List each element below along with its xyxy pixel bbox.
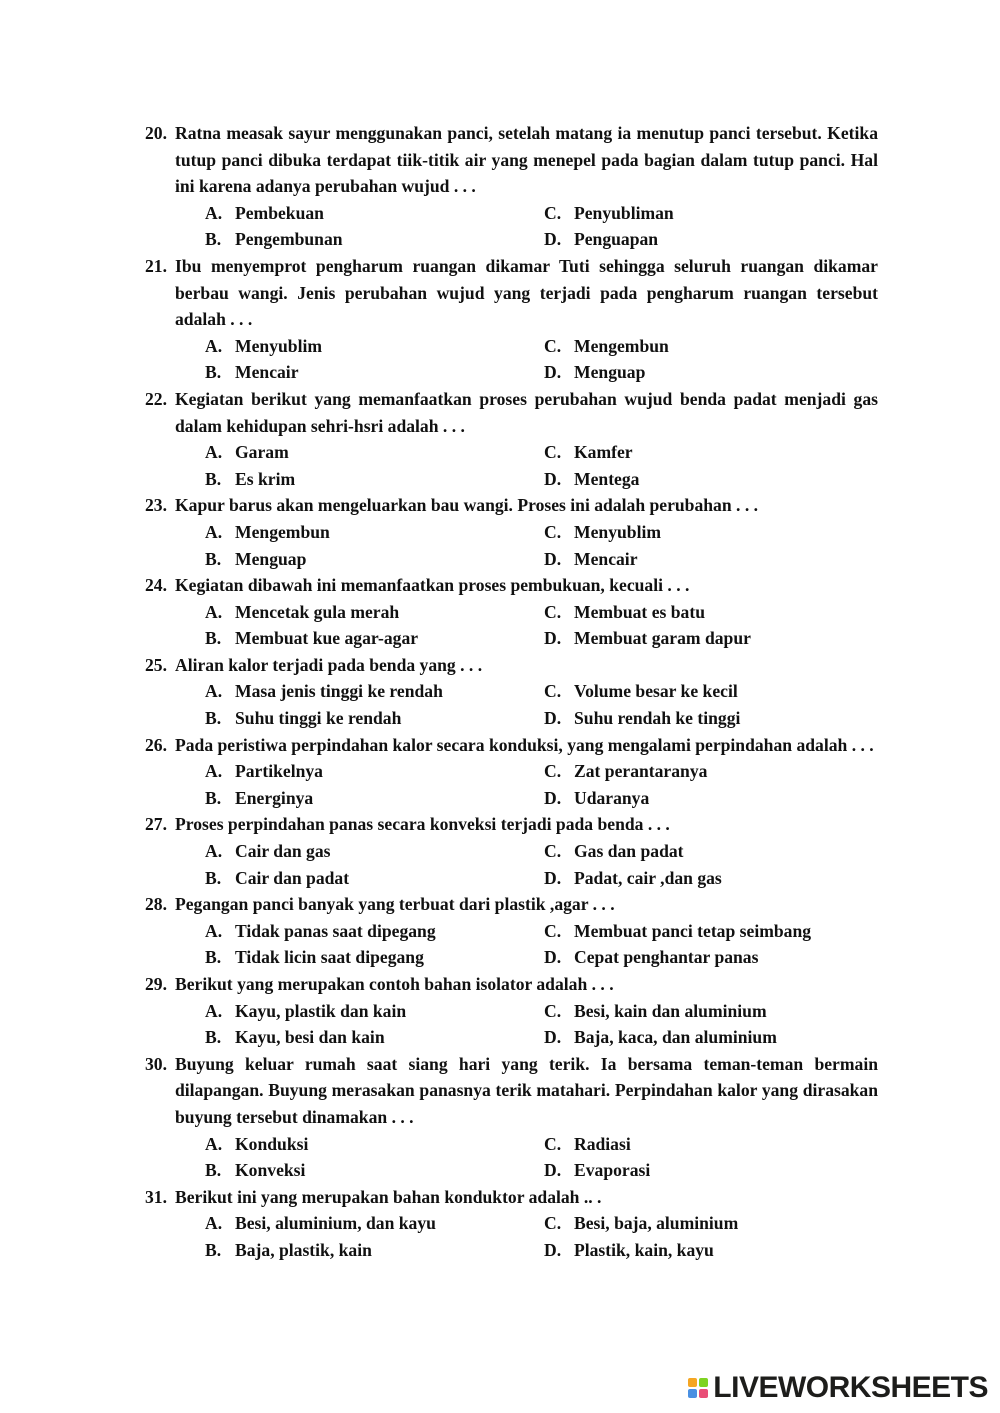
option-text: Zat perantaranya — [574, 761, 708, 782]
option-letter: A. — [205, 1000, 223, 1021]
answer-option[interactable] — [205, 1157, 544, 1184]
answer-option[interactable] — [544, 359, 878, 386]
option-letter: A. — [205, 601, 223, 622]
option-text: Udaranya — [574, 787, 650, 808]
question-number: 20. — [145, 123, 167, 143]
option-text: Tidak licin saat dipegang — [235, 947, 424, 968]
question-block — [145, 891, 878, 971]
option-text: Pengembunan — [235, 229, 343, 250]
answer-option[interactable] — [544, 838, 878, 865]
question-row — [145, 1051, 878, 1131]
question-text: Berikut yang merupakan contoh bahan isolator adalah . . . — [175, 974, 614, 994]
option-text: Partikelnya — [235, 761, 323, 782]
option-text: Radiasi — [574, 1133, 631, 1154]
answer-option[interactable] — [544, 1237, 878, 1264]
answer-option[interactable] — [205, 1210, 544, 1237]
option-letter: B. — [205, 1160, 222, 1181]
option-letter: C. — [544, 335, 562, 356]
option-text: Menguap — [235, 548, 307, 569]
option-letter: B. — [205, 548, 222, 569]
answer-option[interactable] — [205, 865, 544, 892]
option-text: Konveksi — [235, 1160, 306, 1181]
option-letter: A. — [205, 841, 223, 862]
answer-option[interactable] — [205, 1131, 544, 1158]
question-text: Kegiatan dibawah ini memanfaatkan proses pembukuan, kecuali . . . — [175, 575, 690, 596]
option-letter: A. — [205, 920, 223, 941]
option-letter: C. — [544, 1213, 562, 1234]
answer-option[interactable] — [205, 546, 544, 573]
answer-option[interactable] — [544, 466, 878, 493]
answer-option[interactable] — [205, 678, 544, 705]
option-text: Cair dan padat — [235, 867, 350, 888]
option-text: Mencair — [574, 548, 638, 569]
option-letter: C. — [544, 442, 562, 463]
answer-options — [205, 200, 878, 253]
question-row — [145, 386, 878, 439]
question-block — [145, 386, 878, 492]
question-number: 25. — [145, 654, 167, 675]
answer-option[interactable] — [205, 998, 544, 1025]
option-letter: D. — [544, 708, 562, 729]
option-letter: C. — [544, 761, 562, 782]
option-letter: B. — [205, 468, 222, 489]
answer-option[interactable] — [205, 519, 544, 546]
logo-cell — [688, 1378, 697, 1387]
option-text: Mengembun — [574, 335, 669, 356]
option-text: Mentega — [574, 468, 640, 489]
answer-option[interactable] — [205, 1237, 544, 1264]
answer-option[interactable] — [205, 944, 544, 971]
question-text: Ibu menyemprot pengharum ruangan dikamar Tuti sehingga seluruh ruangan dikamar berbau wangi. Jenis perubahan wujud yang terjadi pada pengharum ruangan tersebut adalah . . . — [175, 255, 878, 330]
option-text: Membuat panci tetap seimbang — [574, 920, 812, 941]
answer-option[interactable] — [205, 226, 544, 253]
answer-options — [205, 678, 878, 731]
answer-option[interactable] — [205, 439, 544, 466]
option-letter: A. — [205, 442, 223, 463]
option-letter: B. — [205, 362, 222, 383]
answer-options — [205, 758, 878, 811]
option-text: Padat, cair ,dan gas — [574, 867, 722, 888]
option-letter: A. — [205, 202, 223, 223]
option-letter: D. — [544, 947, 562, 968]
option-text: Garam — [235, 442, 289, 463]
question-number: 29. — [145, 974, 167, 994]
option-text: Gas dan padat — [574, 841, 684, 862]
question-text: Ratna measak sayur menggunakan panci, setelah matang ia menutup panci tersebut. Ketika tutup panci dibuka terdapat tiik-titik air yang menepel pada bagian dalam tutup panci. Hal ini karena adanya perubahan wujud . . . — [175, 123, 878, 197]
question-number: 31. — [145, 1186, 167, 1207]
question-row — [145, 652, 878, 679]
answer-option[interactable] — [544, 785, 878, 812]
question-text: Kegiatan berikut yang memanfaatkan proses perubahan wujud benda padat menjadi gas dalam kehidupan sehri-hsri adalah . . . — [175, 388, 878, 436]
option-text: Plastik, kain, kayu — [574, 1239, 714, 1260]
answer-option[interactable] — [205, 705, 544, 732]
option-letter: D. — [544, 787, 562, 808]
option-letter: D. — [544, 867, 562, 888]
answer-option[interactable] — [205, 599, 544, 626]
option-text: Mencetak gula merah — [235, 601, 400, 622]
option-text: Membuat kue agar-agar — [235, 628, 419, 649]
option-letter: D. — [544, 362, 562, 383]
option-text: Kamfer — [574, 442, 633, 463]
option-letter: A. — [205, 521, 223, 542]
liveworksheets-brand — [688, 1371, 988, 1405]
option-letter: B. — [205, 708, 222, 729]
question-number: 26. — [145, 734, 167, 755]
brand-name: LIVEWORKSHEETS — [713, 1371, 988, 1404]
option-letter: D. — [544, 628, 562, 649]
option-text: Membuat garam dapur — [574, 628, 751, 649]
answer-options — [205, 439, 878, 492]
question-text: Buyung keluar rumah saat siang hari yang terik. Ia bersama teman-teman bermain dilapangan. Buyung merasakan panasnya terik matahari. Perpindahan kalor yang dirasakan buyung tersebut dinamakan . . . — [175, 1053, 878, 1127]
option-text: Energinya — [235, 787, 314, 808]
question-number: 22. — [145, 388, 167, 409]
answer-option[interactable] — [205, 625, 544, 652]
option-letter: D. — [544, 1027, 562, 1048]
option-letter: C. — [544, 920, 562, 941]
question-text: Aliran kalor terjadi pada benda yang . . . — [175, 654, 483, 675]
answer-option[interactable] — [544, 705, 878, 732]
answer-option[interactable] — [544, 599, 878, 626]
question-block — [145, 811, 878, 891]
option-letter: A. — [205, 1213, 223, 1234]
answer-option[interactable] — [544, 865, 878, 892]
option-text: Kayu, plastik dan kain — [235, 1000, 407, 1021]
option-letter: A. — [205, 1133, 223, 1154]
question-row — [145, 891, 878, 918]
answer-options — [205, 519, 878, 572]
question-row — [145, 1184, 878, 1211]
option-text: Menguap — [574, 362, 646, 383]
option-text: Evaporasi — [574, 1160, 651, 1181]
option-letter: C. — [544, 1000, 562, 1021]
question-row — [145, 253, 878, 333]
answer-option[interactable] — [205, 785, 544, 812]
option-text: Mengembun — [235, 521, 330, 542]
answer-option[interactable] — [544, 546, 878, 573]
option-letter: D. — [544, 1160, 562, 1181]
liveworksheets-logo-icon — [688, 1378, 708, 1398]
question-row — [145, 572, 878, 599]
answer-options — [205, 998, 878, 1051]
question-row — [145, 732, 878, 759]
answer-option[interactable] — [544, 1024, 878, 1051]
option-letter: B. — [205, 1027, 222, 1048]
option-text: Cair dan gas — [235, 841, 331, 862]
answer-option[interactable] — [544, 1131, 878, 1158]
answer-option[interactable] — [544, 333, 878, 360]
answer-option[interactable] — [205, 758, 544, 785]
question-number: 21. — [145, 255, 167, 276]
question-number: 24. — [145, 575, 167, 596]
logo-cell — [699, 1389, 708, 1398]
answer-option[interactable] — [544, 519, 878, 546]
option-text: Penguapan — [574, 229, 659, 250]
answer-options — [205, 599, 878, 652]
question-block — [145, 1184, 878, 1264]
question-text: Proses perpindahan panas secara konveksi terjadi pada benda . . . — [175, 814, 670, 835]
logo-cell — [688, 1389, 697, 1398]
question-text: Pegangan panci banyak yang terbuat dari plastik ,agar . . . — [175, 894, 615, 915]
option-letter: A. — [205, 761, 223, 782]
question-block — [145, 971, 878, 1051]
worksheet — [145, 120, 878, 1264]
question-number: 28. — [145, 894, 167, 915]
question-block — [145, 572, 878, 652]
answer-options — [205, 1210, 878, 1263]
answer-option[interactable] — [544, 439, 878, 466]
option-letter: B. — [205, 867, 222, 888]
answer-option[interactable] — [544, 758, 878, 785]
option-letter: C. — [544, 1133, 562, 1154]
answer-option[interactable] — [205, 333, 544, 360]
option-letter: C. — [544, 521, 562, 542]
answer-options — [205, 918, 878, 971]
option-letter: B. — [205, 229, 222, 250]
option-letter: D. — [544, 229, 562, 250]
option-letter: B. — [205, 628, 222, 649]
answer-option[interactable] — [544, 678, 878, 705]
option-letter: B. — [205, 947, 222, 968]
logo-cell — [699, 1378, 708, 1387]
option-text: Baja, plastik, kain — [235, 1239, 372, 1260]
question-row — [145, 971, 878, 998]
option-letter: C. — [544, 601, 562, 622]
option-text: Konduksi — [235, 1133, 309, 1154]
question-number: 27. — [145, 814, 167, 835]
option-text: Penyubliman — [574, 202, 674, 223]
answer-option[interactable] — [205, 200, 544, 227]
question-number: 30. — [145, 1053, 167, 1074]
option-text: Suhu tinggi ke rendah — [235, 708, 402, 729]
option-text: Suhu rendah ke tinggi — [574, 708, 741, 729]
answer-option[interactable] — [205, 838, 544, 865]
option-letter: C. — [544, 841, 562, 862]
question-text: Kapur barus akan mengeluarkan bau wangi. Proses ini adalah perubahan . . . — [175, 495, 759, 516]
option-letter: C. — [544, 202, 562, 223]
answer-option[interactable] — [205, 918, 544, 945]
question-block — [145, 253, 878, 386]
answer-option[interactable] — [205, 466, 544, 493]
option-letter: A. — [205, 335, 223, 356]
answer-option[interactable] — [544, 918, 878, 945]
option-text: Besi, aluminium, dan kayu — [235, 1213, 436, 1234]
option-text: Volume besar ke kecil — [574, 681, 738, 702]
answer-options — [205, 1131, 878, 1184]
option-letter: D. — [544, 1239, 562, 1260]
question-row — [145, 492, 878, 519]
option-text: Besi, kain dan aluminium — [574, 1000, 767, 1021]
question-text: Pada peristiwa perpindahan kalor secara konduksi, yang mengalami perpindahan adalah . . . — [175, 734, 874, 755]
option-text: Membuat es batu — [574, 601, 705, 622]
option-letter: D. — [544, 468, 562, 489]
answer-options — [205, 838, 878, 891]
option-text: Baja, kaca, dan aluminium — [574, 1027, 777, 1048]
option-letter: A. — [205, 681, 223, 702]
option-text: Pembekuan — [235, 202, 324, 223]
option-letter: D. — [544, 548, 562, 569]
option-text: Tidak panas saat dipegang — [235, 920, 436, 941]
answer-option[interactable] — [544, 226, 878, 253]
option-text: Menyublim — [574, 521, 661, 542]
option-letter: B. — [205, 787, 222, 808]
question-row — [145, 120, 878, 200]
answer-option[interactable] — [544, 944, 878, 971]
question-text: Berikut ini yang merupakan bahan konduktor adalah .. . — [175, 1186, 602, 1207]
answer-option[interactable] — [544, 998, 878, 1025]
answer-option[interactable] — [205, 1024, 544, 1051]
answer-option[interactable] — [544, 200, 878, 227]
question-block — [145, 492, 878, 572]
answer-option[interactable] — [544, 1157, 878, 1184]
question-number: 23. — [145, 495, 167, 516]
option-text: Es krim — [235, 468, 296, 489]
answer-option[interactable] — [544, 1210, 878, 1237]
option-text: Besi, baja, aluminium — [574, 1213, 739, 1234]
option-text: Menyublim — [235, 335, 322, 356]
option-text: Masa jenis tinggi ke rendah — [235, 681, 443, 702]
option-text: Cepat penghantar panas — [574, 947, 759, 968]
question-block — [145, 732, 878, 812]
answer-option[interactable] — [544, 625, 878, 652]
option-letter: C. — [544, 681, 562, 702]
answer-option[interactable] — [205, 359, 544, 386]
answer-options — [205, 333, 878, 386]
option-text: Mencair — [235, 362, 299, 383]
question-block — [145, 1051, 878, 1184]
question-block — [145, 652, 878, 732]
option-text: Kayu, besi dan kain — [235, 1027, 385, 1048]
question-block — [145, 120, 878, 253]
question-row — [145, 811, 878, 838]
option-letter: B. — [205, 1239, 222, 1260]
